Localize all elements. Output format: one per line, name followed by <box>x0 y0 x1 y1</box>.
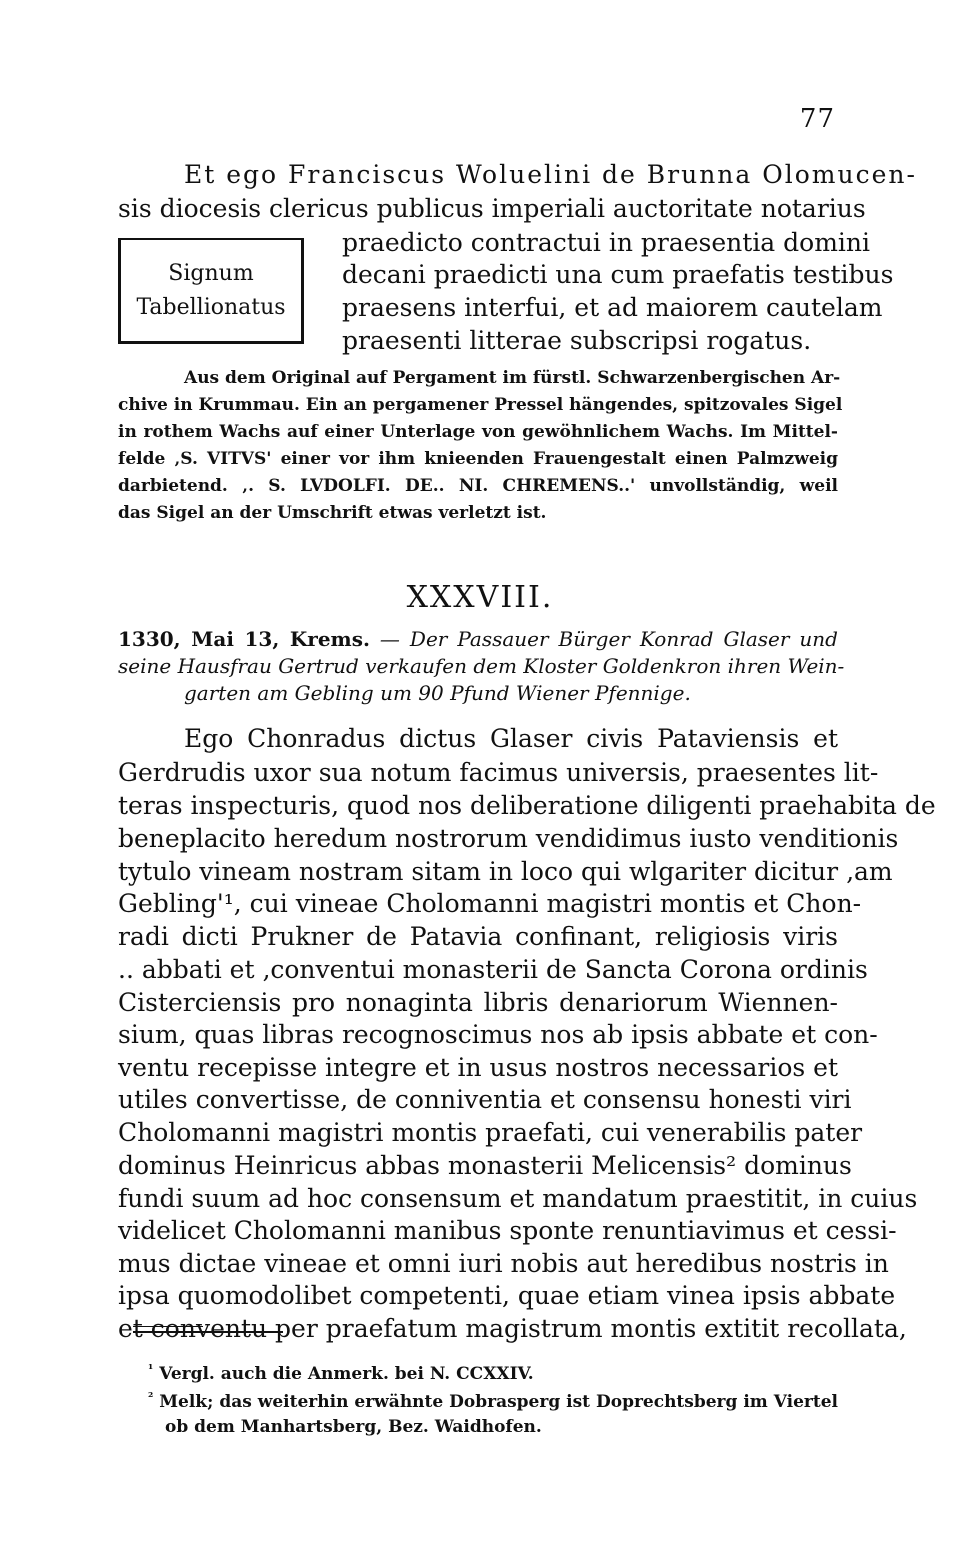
signature-line-5: praesens interfui, et ad maiorem cautelam <box>342 293 883 322</box>
seal-notice-line-2: chive in Krummau. Ein an pergamener Pressel hängendes, spitzovales Sigel <box>118 395 843 415</box>
footnote-2-line-1 <box>148 1390 838 1412</box>
regest-date: 1330, Mai 13, Krems. <box>118 627 370 651</box>
signature-line-6: praesenti litterae subscripsi rogatus. <box>342 326 812 355</box>
seal-notice-line-1: Aus dem Original auf Pergament im fürstl. Schwarzenbergischen Ar- <box>184 368 841 388</box>
charter-line-11: ventu recepisse integre et in usus nostros necessarios et <box>118 1053 839 1082</box>
footnote-rule <box>133 1331 283 1333</box>
signum-tabellionatus-box <box>118 238 304 344</box>
charter-line-13: Cholomanni magistri montis praefati, cui venerabilis pater <box>118 1118 863 1147</box>
charter-line-5: tytulo vineam nostram sitam in loco qui wlgariter dicitur ‚am <box>118 857 893 886</box>
seal-notice-line-5: darbietend. ‚. S. LVDOLFI. DE.. NI. CHREMENS..' unvollständig, weil <box>118 476 838 496</box>
document-number: XXXVIII. <box>406 580 554 615</box>
seal-notice-line-4: felde ‚S. VITVS' einer vor ihm knieenden Frauengestalt einen Palmzweig <box>118 449 838 469</box>
charter-line-18: ipsa quomodolibet competenti, quae etiam vinea ipsis abbate <box>118 1281 896 1310</box>
footnote-1-text: Vergl. auch die Anmerk. bei N. CCXXIV. <box>159 1364 534 1384</box>
charter-line-1: Ego Chonradus dictus Glaser civis Pataviensis et <box>184 724 838 753</box>
charter-line-8: .. abbati et ‚conventui monasterii de Sancta Corona ordinis <box>118 955 868 984</box>
page-number: 77 <box>799 104 835 134</box>
regest-line-1 <box>118 627 838 651</box>
signature-line-4: decani praedicti una cum praefatis testibus <box>342 260 894 289</box>
regest-line-2: seine Hausfrau Gertrud verkaufen dem Kloster Goldenkron ihren Wein- <box>118 654 845 678</box>
charter-line-15: fundi suum ad hoc consensum et mandatum praestitit, in cuius <box>118 1184 918 1213</box>
charter-line-12: utiles convertisse, de conniventia et consensu honesti viri <box>118 1085 852 1114</box>
charter-line-4: beneplacito heredum nostrorum vendidimus iusto venditionis <box>118 824 899 853</box>
seal-notice-line-3: in rothem Wachs auf einer Unterlage von gewöhnlichem Wachs. Im Mittel- <box>118 422 838 442</box>
seal-notice-line-6: das Sigel an der Umschrift etwas verletzt ist. <box>118 503 547 523</box>
footnote-2-line-2: ob dem Manhartsberg, Bez. Waidhofen. <box>165 1417 542 1437</box>
footnote-1 <box>148 1362 534 1384</box>
charter-line-10: sium, quas libras recognoscimus nos ab ipsis abbate et con- <box>118 1020 878 1049</box>
footnote-rule-top <box>133 1326 203 1327</box>
charter-line-16: videlicet Cholomanni manibus sponte renuntiavimus et cessi- <box>118 1216 897 1245</box>
signature-line-2: sis diocesis clericus publicus imperiali auctoritate notarius <box>118 194 866 223</box>
regest-line-3: garten am Gebling um 90 Pfund Wiener Pfennige. <box>184 681 691 705</box>
charter-line-2: Gerdrudis uxor sua notum facimus universis, praesentes lit- <box>118 758 879 787</box>
charter-line-17: mus dictae vineae et omni iuri nobis aut heredibus nostris in <box>118 1249 889 1278</box>
charter-line-14: dominus Heinricus abbas monasterii Melicensis² dominus <box>118 1151 852 1180</box>
charter-line-6: Gebling'¹, cui vineae Cholomanni magistri montis et Chon- <box>118 889 862 918</box>
charter-line-9: Cisterciensis pro nonaginta libris denariorum Wiennen- <box>118 988 838 1017</box>
regest-line-1-rest: — Der Passauer Bürger Konrad Glaser und <box>369 627 838 651</box>
tabellionatus-label: Tabellionatus <box>136 294 286 320</box>
charter-line-7: radi dicti Prukner de Patavia confinant, religiosis viris <box>118 922 838 951</box>
footnote-2-marker: ² <box>148 1390 154 1404</box>
footnote-2-text: Melk; das weiterhin erwähnte Dobrasperg ist Doprechtsberg im Viertel <box>159 1392 838 1412</box>
signum-label: Signum <box>168 260 254 286</box>
charter-line-19: et conventu per praefatum magistrum montis extitit recollata, <box>118 1314 907 1343</box>
signature-line-3: praedicto contractui in praesentia domini <box>342 228 871 257</box>
footnote-1-marker: ¹ <box>148 1362 154 1376</box>
charter-line-3: teras inspecturis, quod nos deliberatione diligenti praehabita de <box>118 791 936 820</box>
signature-line-1: Et ego Franciscus Woluelini de Brunna Olomucen- <box>184 160 917 189</box>
